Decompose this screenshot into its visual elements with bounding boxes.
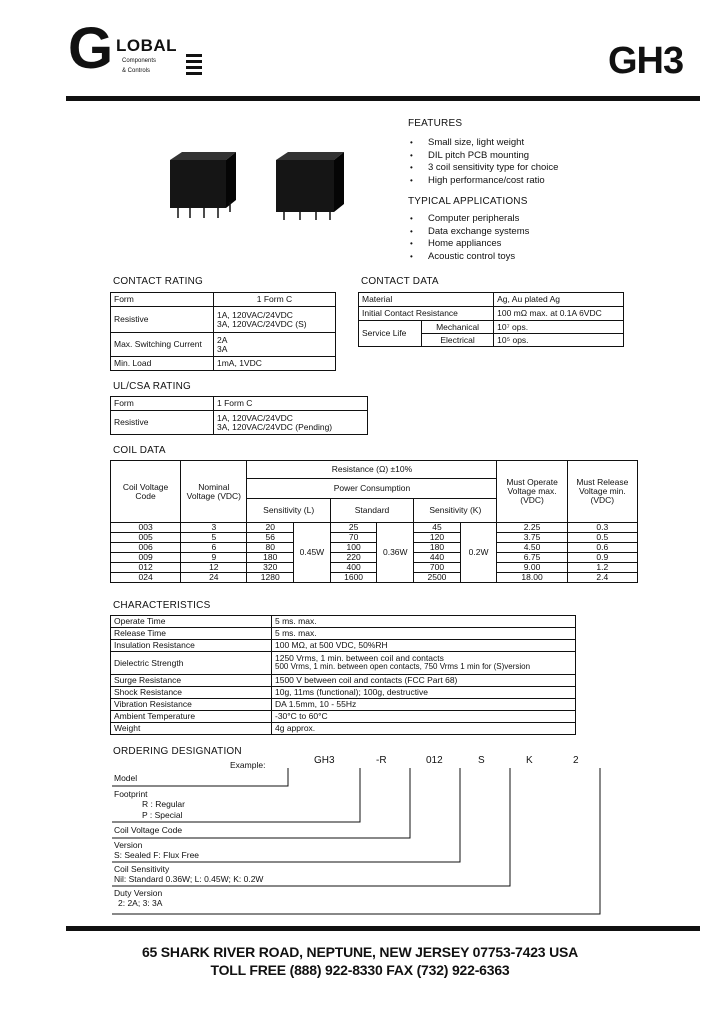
ordering-code-duty: 2 [573,755,579,766]
cell: 180 [414,543,461,553]
cell: Dielectric Strength [111,652,272,675]
ordering-code-model: GH3 [314,755,335,766]
cell: Shock Resistance [111,687,272,699]
cell: 012 [111,563,181,573]
cell-line: 1A, 120VAC/24VDC [217,309,293,320]
cell: 1 Form C [214,397,368,411]
footer-phone: TOLL FREE (888) 922-8330 FAX (732) 922-6363 [210,962,510,978]
cell: 1500 V between coil and contacts (FCC Part 68) [272,675,576,687]
cell: 2.25 [497,523,567,533]
cell: 6 [181,543,247,553]
ordering-code-version: S [478,755,485,766]
header-cell: Coil Voltage Code [111,461,181,523]
cell: 6.75 [497,553,567,563]
logo-sub-1: Components [122,58,157,64]
cell: 1280 [247,573,294,583]
cell: 320 [247,563,294,573]
footer-rule [66,926,700,931]
ordering-coil-sensitivity-label: Coil Sensitivity [114,864,170,874]
header-cell: Resistance (Ω) ±10% [247,461,497,479]
cell: Ambient Temperature [111,711,272,723]
cell: Weight [111,723,272,735]
cell: 024 [111,573,181,583]
application-item: • Acoustic control toys [408,251,529,264]
cell: Vibration Resistance [111,699,272,711]
cell-line: 2A [217,334,228,345]
ordering-coil-voltage-label: Coil Voltage Code [114,825,183,835]
cell: 0.45W [293,523,330,583]
ordering-code-sensitivity: K [526,755,533,766]
applications-title: TYPICAL APPLICATIONS [408,196,528,207]
ordering-footprint-r: R : Regular [142,799,185,809]
ordering-model-label: Model [114,773,138,783]
cell: 45 [414,523,461,533]
cell: Material [359,293,494,307]
contact-data-title: CONTACT DATA [361,276,439,287]
header-cell: Must Operate Voltage max. (VDC) [497,461,567,523]
ordering-version-options: S: Sealed F: Flux Free [114,850,200,860]
cell: 24 [181,573,247,583]
cell: Min. Load [111,357,214,371]
cell: 3.75 [497,533,567,543]
cell: 5 ms. max. [272,616,576,628]
ordering-duty-label: Duty Version [114,888,163,898]
logo-sub-2: & Controls [122,68,151,74]
cell: 0.5 [567,533,637,543]
cell: 005 [111,533,181,543]
cell: 400 [330,563,377,573]
part-number: GH3 [608,40,684,82]
cell: 2500 [414,573,461,583]
cell: 70 [330,533,377,543]
cell: 2.4 [567,573,637,583]
cell: 18.00 [497,573,567,583]
cell: 120 [414,533,461,543]
cell-line: 3A, 120VAC/24VDC (Pending) [217,421,333,432]
coil-data-title: COIL DATA [113,445,166,456]
cell: 100 [330,543,377,553]
cell: 9.00 [497,563,567,573]
cell: 0.36W [377,523,414,583]
cell: 0.3 [567,523,637,533]
cell: 5 [181,533,247,543]
cell: 009 [111,553,181,563]
cell-line: 1A, 120VAC/24VDC [217,412,293,423]
cell: Form [111,293,214,307]
header-cell: Nominal Voltage (VDC) [181,461,247,523]
logo-g-letter: G [68,16,114,81]
cell-line: 1250 Vrms, 1 min. between coil and contacts [275,653,444,664]
cell: 006 [111,543,181,553]
header-cell: Power Consumption [247,479,497,499]
cell: 100 mΩ max. at 0.1A 6VDC [494,307,624,321]
ordering-footprint-label: Footprint [114,789,148,799]
ordering-duty-options: 2: 2A; 3: 3A [118,898,163,908]
cell: Ag, Au plated Ag [494,293,624,307]
cell: DA 1.5mm, 10 - 55Hz [272,699,576,711]
feature-item: • DIL pitch PCB mounting [408,150,558,163]
cell: 180 [247,553,294,563]
cell: -30°C to 60°C [272,711,576,723]
header-cell: Sensitivity (L) [247,499,330,523]
features-title: FEATURES [408,118,463,129]
cell: Operate Time [111,616,272,628]
ordering-code-voltage: 012 [426,755,443,766]
cell: 4.50 [497,543,567,553]
cell: 12 [181,563,247,573]
application-item: • Computer peripherals [408,213,529,226]
application-item: • Home appliances [408,238,529,251]
cell: Resistive [111,411,214,435]
cell: 10⁷ ops. [494,321,624,334]
cell: Release Time [111,628,272,640]
cell-line: 3A [217,343,228,354]
cell: 003 [111,523,181,533]
feature-item: • 3 coil sensitivity type for choice [408,162,558,175]
cell: 440 [414,553,461,563]
ordering-title: ORDERING DESIGNATION [113,746,242,757]
ordering-coil-sensitivity-options: Nil: Standard 0.36W; L: 0.45W; K: 0.2W [114,874,264,884]
cell: 3 [181,523,247,533]
cell: 0.2W [460,523,497,583]
cell: Resistive [111,307,214,333]
cell: 5 ms. max. [272,628,576,640]
cell: 1600 [330,573,377,583]
cell: Form [111,397,214,411]
cell: 1mA, 1VDC [214,357,336,371]
cell-line: 500 Vrms, 1 min. between open contacts, 750 Vrms 1 min for (S)version [275,662,531,672]
cell-line: 3A, 120VAC/24VDC (S) [217,318,307,329]
ordering-example-label: Example: [230,760,266,770]
characteristics-title: CHARACTERISTICS [113,600,211,611]
cell: 0.9 [567,553,637,563]
application-item: • Data exchange systems [408,226,529,239]
feature-item: • High performance/cost ratio [408,175,558,188]
cell: Mechanical [422,321,494,334]
cell: 0.6 [567,543,637,553]
contact-rating-title: CONTACT RATING [113,276,204,287]
cell: 56 [247,533,294,543]
ordering-code-footprint: -R [376,755,387,766]
header-cell: Sensitivity (K) [414,499,497,523]
cell: 9 [181,553,247,563]
logo-word: LOBAL [116,36,178,55]
cell: 20 [247,523,294,533]
cell: 1.2 [567,563,637,573]
cell: Insulation Resistance [111,640,272,652]
cell: Surge Resistance [111,675,272,687]
cell: 100 MΩ, at 500 VDC, 50%RH [272,640,576,652]
cell: Service Life [359,321,422,347]
ordering-footprint-p: P : Special [142,810,183,820]
cell: 10⁵ ops. [494,334,624,347]
cell: 10g, 11ms (functional); 100g, destructive [272,687,576,699]
cell: Electrical [422,334,494,347]
cell: 80 [247,543,294,553]
cell: 1 Form C [214,293,336,307]
ul-rating-title: UL/CSA RATING [113,381,191,392]
cell: Max. Switching Current [111,333,214,357]
header-cell: Must Release Voltage min. (VDC) [567,461,637,523]
cell: 4g approx. [272,723,576,735]
cell: Initial Contact Resistance [359,307,494,321]
feature-item: • Small size, light weight [408,137,558,150]
cell: 25 [330,523,377,533]
footer-address: 65 SHARK RIVER ROAD, NEPTUNE, NEW JERSEY 07753-7423 USA [141,944,579,960]
cell: 220 [330,553,377,563]
cell: 700 [414,563,461,573]
header-cell: Standard [330,499,413,523]
ordering-version-label: Version [114,840,143,850]
